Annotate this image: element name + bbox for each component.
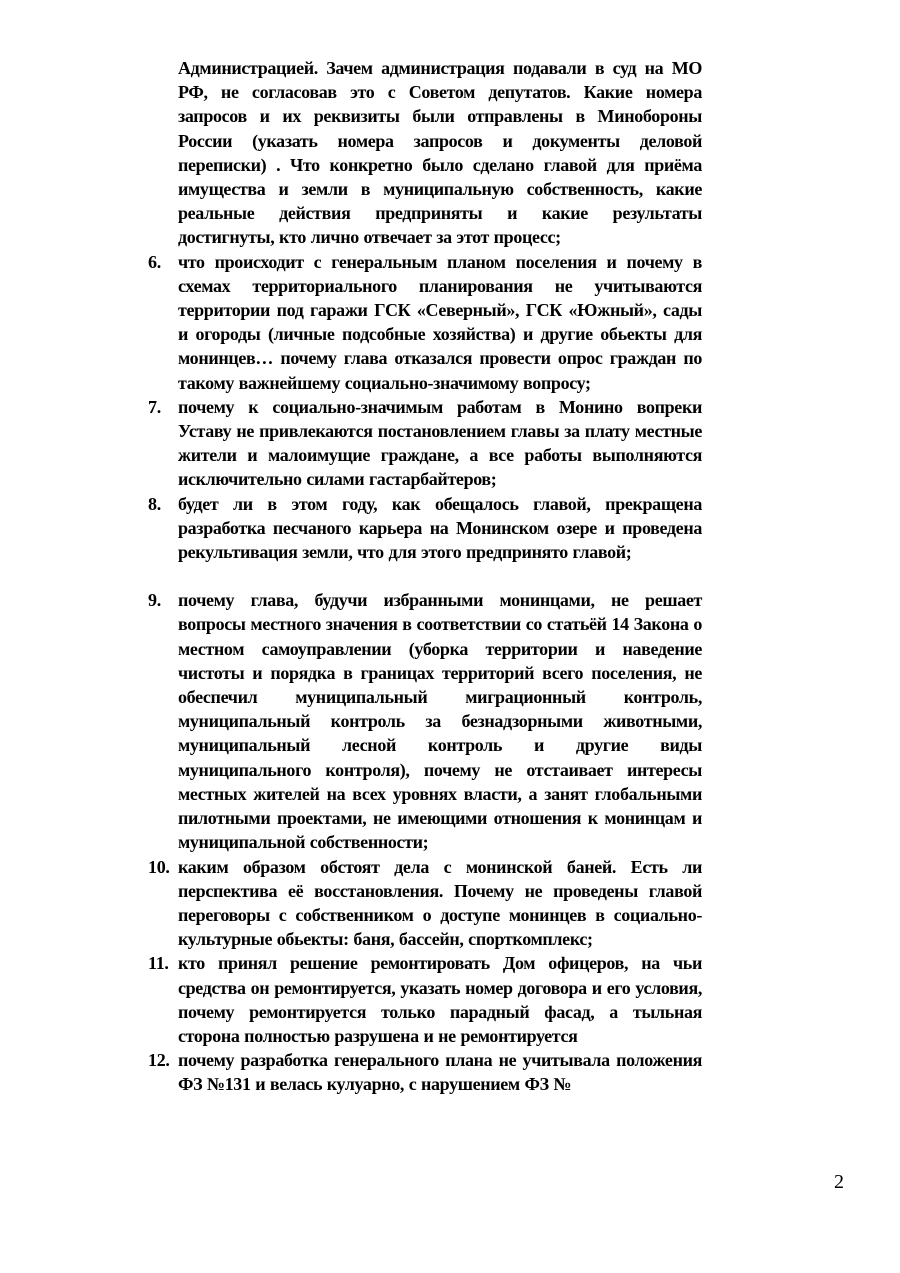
list-item-number: 11. [148, 953, 169, 974]
list-item-number: 9. [148, 590, 161, 611]
list-item-text: кто принял решение ремонтировать Дом офицеров, на чьи средства он ремонтируется, указать номер договора и его условия, почему ремонтируется только парадный фасад, а тыльная сторона полностью разрушена и не ремонтируется [178, 953, 702, 1046]
list-item-text: будет ли в этом году, как обещалось главой, прекращена разработка песчаного карьера на Монинском озере и проведена рекультивация земли, что для этого предпринято главой; [178, 493, 702, 563]
continuation-paragraph: Администрацией. Зачем администрация подавали в суд на МО РФ, не согласовав это с Советом депутатов. Какие номера запросов и их реквизиты были отправлены в Минобороны России (указать номера запросов и документы деловой переписки) . Что конкретно было сделано главой для приёма имущества и земли в муниципальную собственность, какие реальные действия предприняты и какие результаты достигнуты, кто лично отвечает за этот процесс; [178, 58, 702, 248]
document-body [148, 56, 702, 1097]
list-item-text: почему к социально-значимым работам в Монино вопреки Уставу не привлекаются постановлением главы за плату местные жители и малоимущие граждане, а все работы выполняются исключительно силами гастарбайтеров; [178, 396, 702, 490]
list-item-number: 7. [148, 396, 161, 417]
list-item [148, 951, 702, 1048]
list-item [148, 855, 702, 952]
list-item-number: 6. [148, 251, 161, 272]
list-item [148, 1048, 702, 1096]
list-item-number: 12. [148, 1050, 170, 1071]
list-item-number: 10. [148, 856, 170, 877]
list-item-text: что происходит с генеральным планом поселения и почему в схемах территориального планирования не учитываются территории под гаражи ГСК «Северный», ГСК «Южный», сады и огороды (личные подсобные хозяйства) и другие обьекты для монинцев… почему глава отказался провести опрос граждан по такому важнейшему социально-значимому вопросу; [178, 251, 702, 393]
list-item [148, 492, 702, 565]
list-item [148, 250, 702, 395]
list-item-text: каким образом обстоят дела с монинской баней. Есть ли перспектива её восстановления. Почему не проведены главой переговоры с собственником о доступе монинцев в социально-культурные обьекты: баня, бассейн, спорткомплекс; [178, 856, 702, 950]
page-number: 2 [834, 1171, 844, 1193]
list-item-text: почему разработка генерального плана не учитывала положения ФЗ №131 и велась кулуарно, с нарушением ФЗ № [178, 1050, 702, 1095]
list-item-number: 8. [148, 493, 161, 514]
list-item [148, 395, 702, 492]
list-item [148, 588, 702, 854]
list-item-text: почему глава, будучи избранными монинцами, не решает вопросы местного значения в соответствии со статьёй 14 Закона о местном самоуправлении (уборка территории и наведение чистоты и порядка в границах территорий всего поселения, не обеспечил муниципальный миграционный контроль, муниципальный контроль за безнадзорными животными, муниципальный лесной контроль и другие виды муниципального контроля), почему не отстаивает интересы местных жителей на всех уровнях власти, а занят глобальными пилотными проектами, не имеющими отношения к монинцам и муниципальной собственности; [178, 590, 702, 853]
paragraph-spacer [148, 564, 702, 588]
